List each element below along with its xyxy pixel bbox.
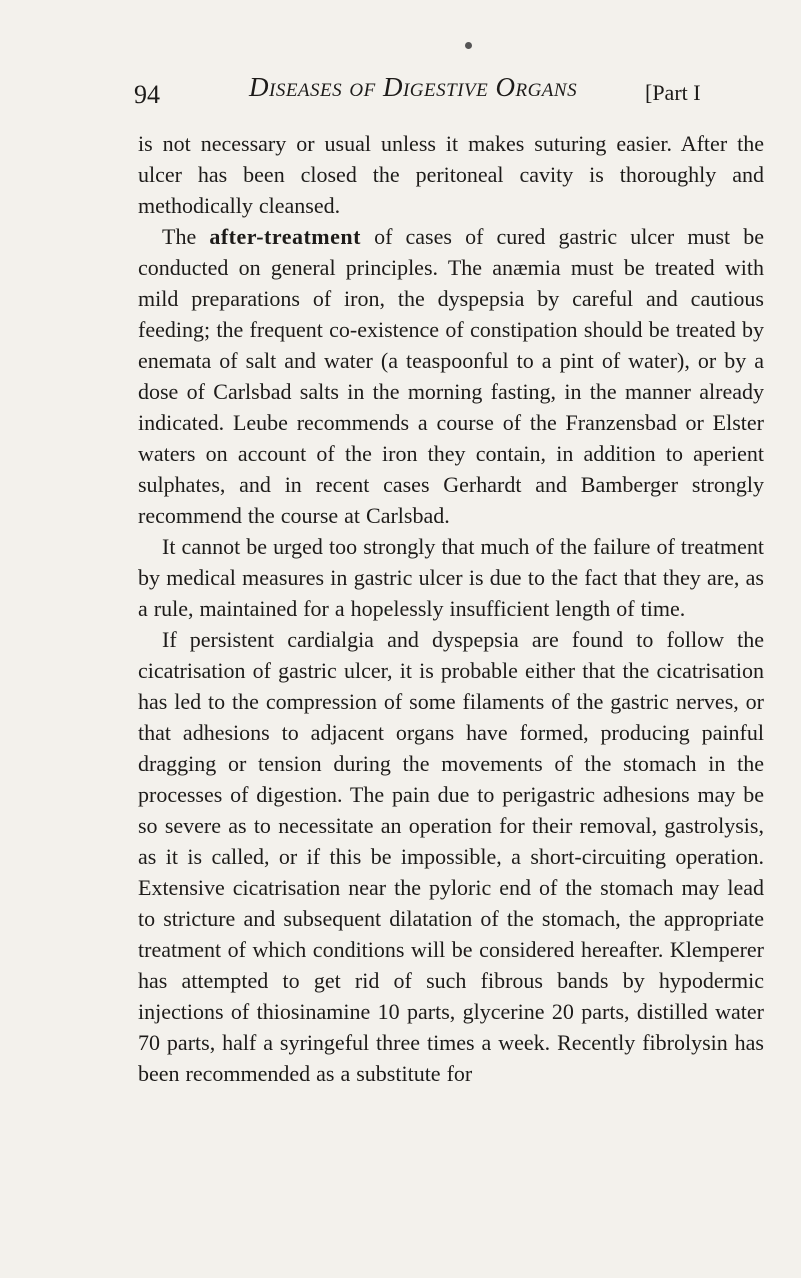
paragraph-2-rest: of cases of cured gastric ulcer must be conducted on general principles. The anæmia must be treated with mild preparations of iron, the dyspepsia by careful and cautious feeding; the frequent co-existence of constipation should be treated by enemata of salt and water (a teaspoonful to a pint of water), or by a dose of Carlsbad salts in the morning fasting, in the manner already indicated. Leube recommends a course of the Franzensbad or Elster waters on account of the iron they contain, in addition to aperient sulphates, and in recent cases Gerhardt and Bamberger strongly recommend the course at Carlsbad. bbox=[138, 224, 764, 528]
page-number: 94 bbox=[134, 80, 160, 109]
paragraph-2 bbox=[138, 221, 764, 531]
paragraph-1: is not necessary or usual unless it makes suturing easier. After the ulcer has been closed the peritoneal cavity is thoroughly and methodically cleansed. bbox=[138, 131, 764, 218]
part-label: [Part I bbox=[645, 80, 701, 105]
paragraph-2-term: after-treatment bbox=[209, 224, 361, 249]
running-title: Diseases of Digestive Organs bbox=[249, 72, 578, 102]
printer-dot-mark bbox=[465, 42, 472, 49]
paragraph-4: If persistent cardialgia and dyspepsia are found to follow the cicatrisation of gastric ulcer, it is probable either that the cicatrisation has led to the compression of some filaments of the gastric nerves, or that adhesions to adjacent organs have formed, producing painful dragging or tension during the movements of the stomach in the processes of digestion. The pain due to perigastric adhesions may be so severe as to necessitate an operation for their removal, gastrolysis, as it is called, or if this be impossible, a short-circuiting operation. Extensive cicatrisation near the pyloric end of the stomach may lead to stricture and subsequent dilatation of the stomach, the appropriate treatment of which conditions will be considered hereafter. Klemperer has attempted to get rid of such fibrous bands by hypodermic injections of thiosinamine 10 parts, glycerine 20 parts, distilled water 70 parts, half a syringeful three times a week. Recently fibrolysin has been recommended as a substitute for bbox=[138, 627, 764, 1086]
page-header bbox=[134, 74, 764, 114]
paragraph-2-lead: The bbox=[162, 224, 210, 249]
paragraph-3: It cannot be urged too strongly that much of the failure of treatment by medical measures in gastric ulcer is due to the fact that they are, as a rule, maintained for a hopelessly insufficient length of time. bbox=[138, 534, 764, 621]
body-text bbox=[138, 128, 764, 1089]
